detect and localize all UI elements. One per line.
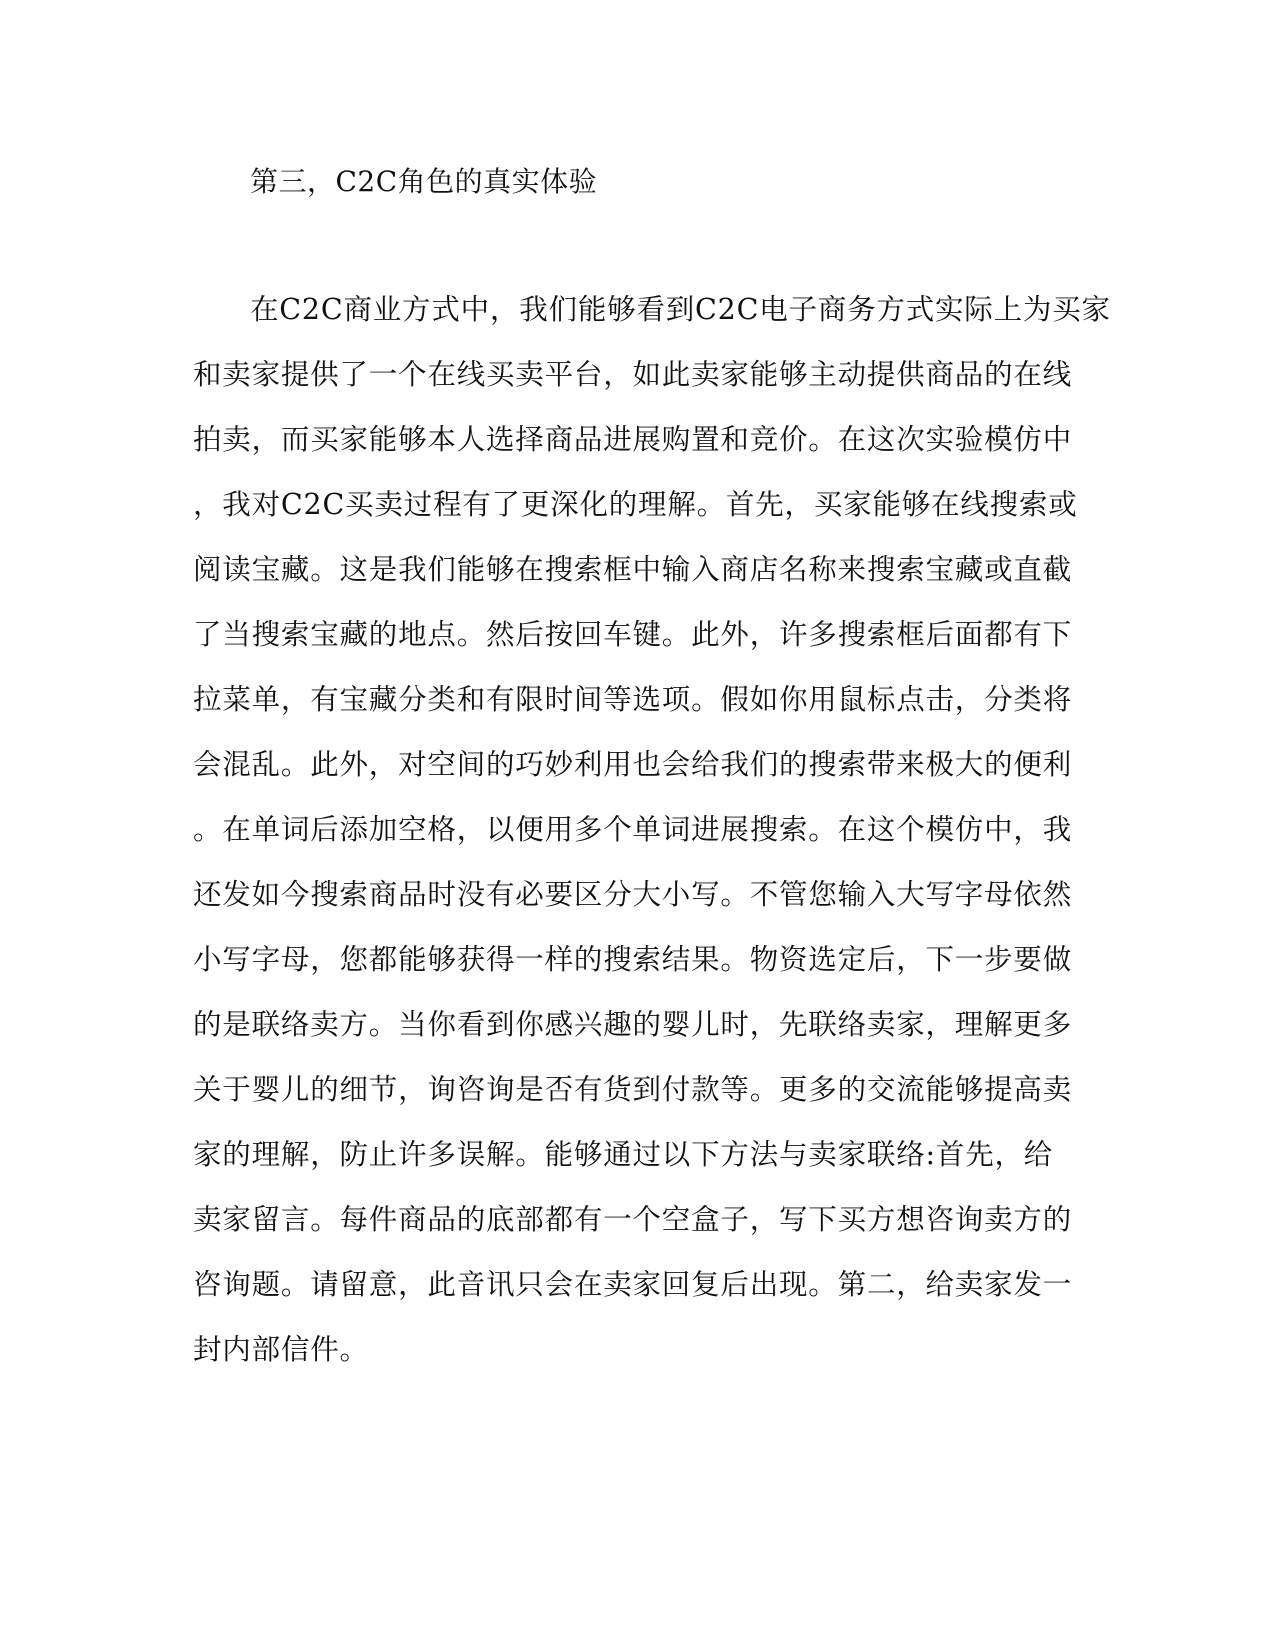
paragraph-line: 关于婴儿的细节，询咨询是否有货到付款等。更多的交流能够提高卖 bbox=[193, 1073, 1073, 1106]
paragraph-line: 小写字母，您都能够获得一样的搜索结果。物资选定后，下一步要做 bbox=[193, 943, 1073, 976]
paragraph-line: 咨询题。请留意，此音讯只会在卖家回复后出现。第二，给卖家发一 bbox=[193, 1268, 1073, 1301]
paragraph-line: 。在单词后添加空格，以便用多个单词进展搜索。在这个模仿中，我 bbox=[193, 813, 1073, 846]
paragraph-line: 了当搜索宝藏的地点。然后按回车键。此外，许多搜索框后面都有下 bbox=[193, 618, 1073, 651]
paragraph-line: 还发如今搜索商品时没有必要区分大小写。不管您输入大写字母依然 bbox=[193, 878, 1073, 911]
paragraph-line: 家的理解，防止许多误解。能够通过以下方法与卖家联络:首先，给 bbox=[193, 1138, 1054, 1171]
paragraph-line: ，我对C2C买卖过程有了更深化的理解。首先，买家能够在线搜索或 bbox=[193, 488, 1078, 521]
paragraph-line: 和卖家提供了一个在线买卖平台，如此卖家能够主动提供商品的在线 bbox=[193, 358, 1073, 391]
paragraph-line: 卖家留言。每件商品的底部都有一个空盒子，写下买方想咨询卖方的 bbox=[193, 1203, 1073, 1236]
section-heading: 第三，C2C角色的真实体验 bbox=[250, 165, 598, 198]
paragraph-line: 阅读宝藏。这是我们能够在搜索框中输入商店名称来搜索宝藏或直截 bbox=[193, 553, 1073, 586]
paragraph-line: 拍卖，而买家能够本人选择商品进展购置和竞价。在这次实验模仿中 bbox=[193, 423, 1073, 456]
paragraph-line: 的是联络卖方。当你看到你感兴趣的婴儿时，先联络卖家，理解更多 bbox=[193, 1008, 1073, 1041]
body-paragraph bbox=[193, 290, 1111, 1395]
paragraph-line: 封内部信件。 bbox=[193, 1333, 369, 1366]
paragraph-line: 会混乱。此外，对空间的巧妙利用也会给我们的搜索带来极大的便利 bbox=[193, 748, 1073, 781]
paragraph-line: 拉菜单，有宝藏分类和有限时间等选项。假如你用鼠标点击，分类将 bbox=[193, 683, 1073, 716]
paragraph-line: 在C2C商业方式中，我们能够看到C2C电子商务方式实际上为买家 bbox=[250, 293, 1111, 326]
